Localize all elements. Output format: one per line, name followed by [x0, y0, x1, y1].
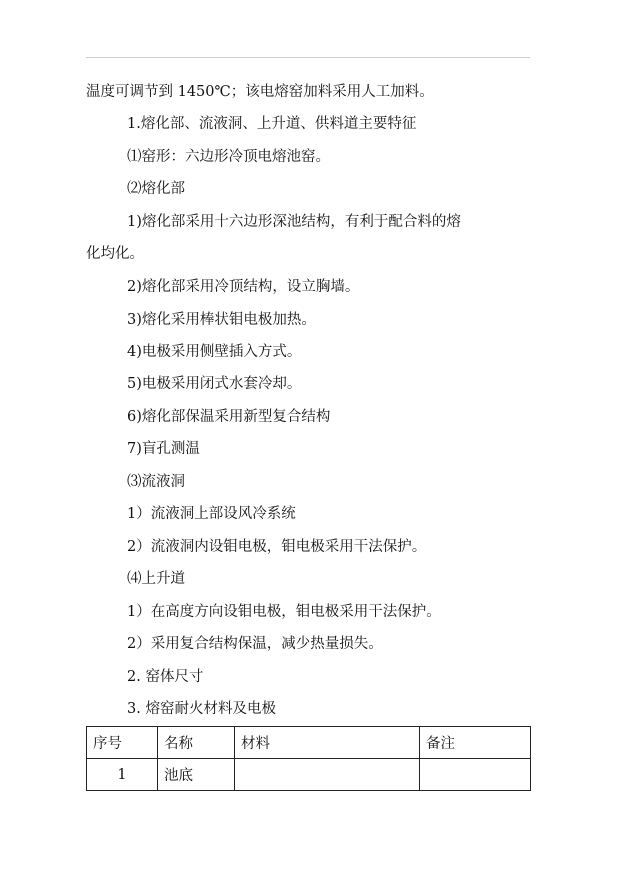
- subsection-riser-heading: ⑷上升道: [127, 571, 185, 587]
- cell-material: [235, 759, 420, 791]
- table-header-row: [87, 727, 531, 759]
- melting-item-6: 6)熔化部保温采用新型复合结构: [127, 409, 331, 425]
- melting-item-5: 5)电极采用闭式水套冷却。: [127, 376, 302, 392]
- header-name: 名称: [158, 727, 235, 759]
- subsection-kiln-shape: ⑴窑形：六边形冷顶电熔池窑。: [127, 149, 330, 165]
- header-rule: [86, 57, 530, 58]
- header-remarks: 备注: [420, 727, 531, 759]
- melting-item-3: 3)熔化采用棒状钼电极加热。: [127, 312, 316, 328]
- riser-item-2: 2）采用复合结构保温，减少热量损失。: [127, 636, 383, 652]
- section-heading-features: 1.熔化部、流液洞、上升道、供料道主要特征: [127, 116, 417, 132]
- header-index: 序号: [87, 727, 158, 759]
- melting-item-2: 2)熔化部采用冷顶结构，设立胸墙。: [127, 279, 360, 295]
- section-heading-dimensions: 2. 窑体尺寸: [127, 669, 204, 685]
- cell-name: 池底: [158, 759, 235, 791]
- cell-remarks: [420, 759, 531, 791]
- materials-table: [86, 726, 531, 791]
- throat-item-2: 2）流液洞内设钼电极，钼电极采用干法保护。: [127, 539, 427, 555]
- subsection-throat-heading: ⑶流液洞: [127, 474, 185, 490]
- throat-item-1: 1）流液洞上部设风冷系统: [127, 506, 296, 522]
- section-heading-refractory: 3. 熔窑耐火材料及电极: [127, 701, 276, 717]
- melting-item-1-continued: 化均化。: [86, 246, 144, 262]
- table-row: [87, 759, 531, 791]
- header-material: 材料: [235, 727, 420, 759]
- text-line-1: 温度可调节到 1450℃；该电熔窑加料采用人工加料。: [86, 84, 434, 100]
- cell-index: 1: [87, 759, 158, 791]
- melting-item-7: 7)盲孔测温: [127, 441, 200, 457]
- riser-item-1: 1）在高度方向设钼电极，钼电极采用干法保护。: [127, 604, 441, 620]
- subsection-melting-heading: ⑵熔化部: [127, 181, 185, 197]
- melting-item-4: 4)电极采用侧壁插入方式。: [127, 344, 302, 360]
- melting-item-1: 1)熔化部采用十六边形深池结构，有利于配合料的熔: [127, 214, 461, 230]
